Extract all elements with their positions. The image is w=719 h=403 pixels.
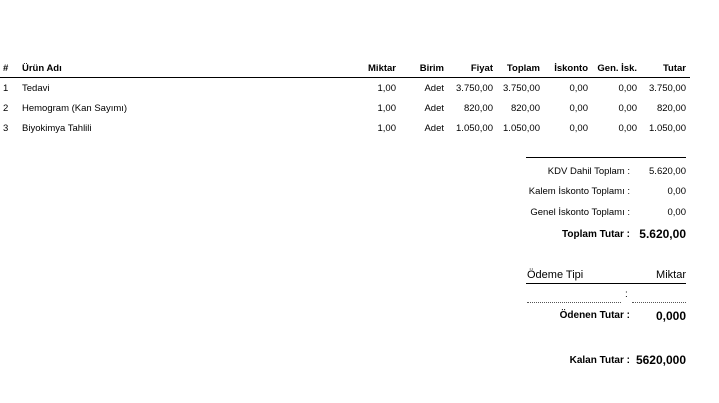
col-header-total: Toplam [506, 63, 540, 74]
kdv-total-label: KDV Dahil Toplam : [547, 166, 630, 177]
row-total: 1.050,00 [503, 123, 540, 134]
row-qty: 1,00 [377, 83, 396, 94]
row-gen-discount: 0,00 [618, 123, 637, 134]
row-unit: Adet [424, 123, 444, 134]
general-discount-label: Genel İskonto Toplamı : [530, 207, 630, 218]
col-header-qty: Miktar [368, 63, 396, 74]
col-header-price: Fiyat [470, 63, 493, 74]
remaining-amount-value: 5620,000 [635, 353, 686, 367]
col-header-product: Ürün Adı [22, 63, 62, 74]
general-discount-value: 0,00 [667, 207, 686, 218]
kdv-total-value: 5.620,00 [649, 166, 686, 177]
paid-amount-value: 0,000 [655, 309, 686, 323]
row-gen-discount: 0,00 [618, 103, 637, 114]
col-header-unit: Birim [419, 63, 444, 74]
row-price: 1.050,00 [456, 123, 493, 134]
row-no: 1 [3, 83, 9, 94]
row-product: Biyokimya Tahlili [22, 123, 92, 134]
row-amount: 820,00 [656, 103, 686, 114]
payment-type-line [527, 302, 621, 303]
col-header-no: # [3, 63, 9, 74]
row-no: 3 [3, 123, 9, 134]
item-discount-value: 0,00 [667, 186, 686, 197]
row-qty: 1,00 [377, 123, 396, 134]
row-discount: 0,00 [569, 123, 588, 134]
row-price: 820,00 [463, 103, 493, 114]
row-amount: 1.050,00 [649, 123, 686, 134]
row-product: Hemogram (Kan Sayımı) [22, 103, 128, 114]
row-gen-discount: 0,00 [618, 83, 637, 94]
payment-amount-header: Miktar [656, 269, 686, 281]
grand-total-value: 5.620,00 [639, 227, 686, 241]
payment-type-header: Ödeme Tipi [527, 269, 584, 281]
row-discount: 0,00 [569, 103, 588, 114]
row-no: 2 [3, 103, 9, 114]
row-unit: Adet [424, 103, 444, 114]
header-divider [0, 77, 690, 78]
row-product: Tedavi [22, 83, 50, 94]
payment-divider [526, 283, 686, 284]
paid-amount-label: Ödenen Tutar : [559, 310, 630, 321]
item-discount-label: Kalem İskonto Toplamı : [528, 186, 630, 197]
row-amount: 3.750,00 [649, 83, 686, 94]
row-unit: Adet [424, 83, 444, 94]
row-discount: 0,00 [569, 83, 588, 94]
payment-amount-line [632, 302, 686, 303]
row-total: 3.750,00 [503, 83, 540, 94]
col-header-discount: İskonto [554, 63, 588, 74]
remaining-amount-label: Kalan Tutar : [569, 355, 630, 366]
row-total: 820,00 [510, 103, 540, 114]
col-header-amount: Tutar [662, 63, 686, 74]
grand-total-label: Toplam Tutar : [562, 229, 630, 240]
row-qty: 1,00 [377, 103, 396, 114]
row-price: 3.750,00 [456, 83, 493, 94]
payment-colon: : [625, 289, 628, 300]
col-header-gen-discount: Gen. İsk. [597, 63, 637, 74]
summary-divider [526, 157, 686, 158]
